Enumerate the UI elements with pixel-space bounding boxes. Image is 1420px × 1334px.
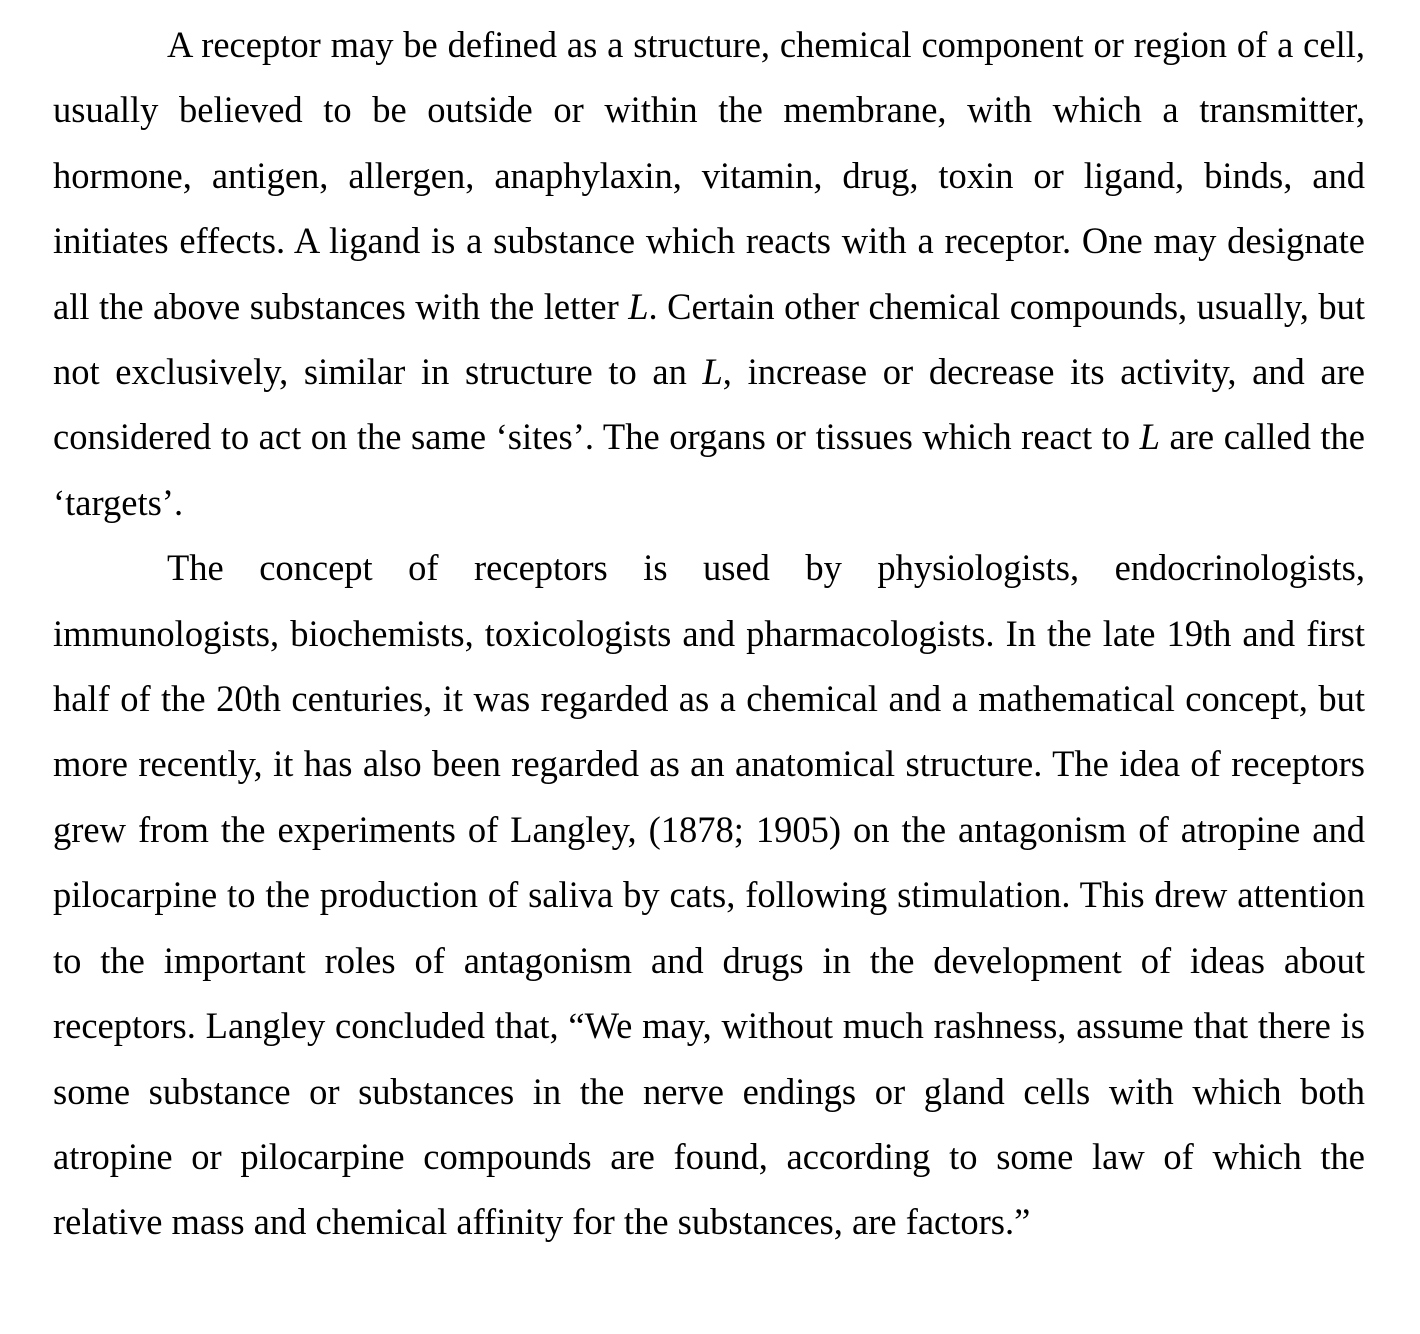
italic-ligand-symbol: L: [1139, 416, 1160, 458]
italic-ligand-symbol: L: [628, 285, 649, 327]
text-segment: The concept of receptors is used by physiologists, endocrinologists, immunologists, biochemists, toxicologists and pharmacologists. In the late 19th and first half of the 20th centuries, it was regarded as a chemical and a mathematical concept, but more recently, it has also been regarded as an anatomical structure. The idea of receptors grew from the experiments of Langley, (1878; 1905) on the antagonism of atropine and pilocarpine to the production of saliva by cats, following stimulation. This drew attention to the important roles of antagonism and drugs in the development of ideas about receptors. Langley concluded that, “We may, without much rashness, assume that there is some substance or substances in the nerve endings or gland cells with which both atropine or pilocarpine compounds are found, according to some law of which the relative mass and chemical affinity for the substances, are factors.”: [53, 547, 1365, 1243]
text-segment: are called the ‘targets’.: [53, 416, 1366, 523]
text-segment: . Certain other chemical compounds, usually, but not exclusively, similar in structure to an: [53, 285, 1365, 393]
text-segment: , increase or decrease its activity, and are considered to act on the same ‘sites’. The organs or tissues which react to: [53, 351, 1365, 458]
text-segment: A receptor may be defined as a structure, chemical component or region of a cell, usually believed to be outside or within the membrane, with which a transmitter, hormone, antigen, allergen, anaphylaxin, vitamin, drug, toxin or ligand, binds, and initiates effects. A ligand is a substance which reacts with a receptor. One may designate all the above substances with the letter: [53, 24, 1365, 327]
italic-ligand-symbol: L: [702, 351, 723, 393]
paragraph-receptor-definition: [53, 12, 1365, 535]
paragraph-receptor-concept-history: [53, 535, 1365, 1254]
